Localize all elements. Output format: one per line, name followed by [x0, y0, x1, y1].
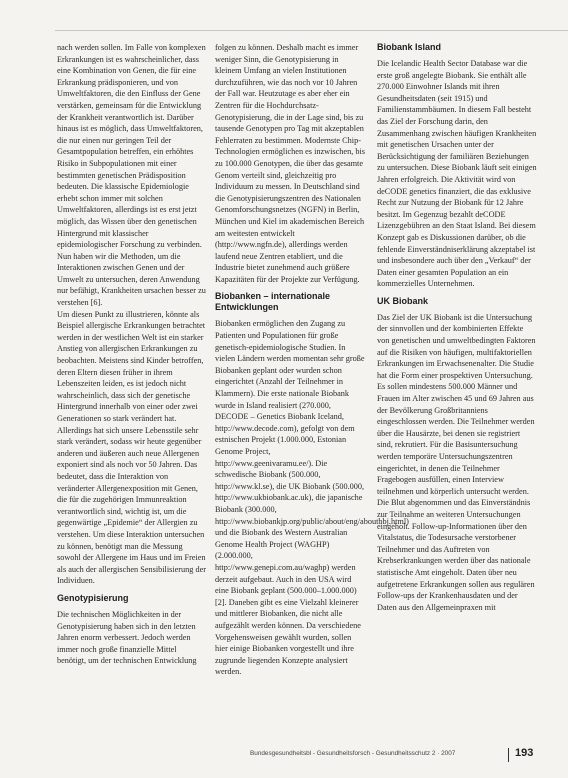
section-heading: Biobanken – internationale Entwicklungen: [215, 291, 331, 313]
paragraph: Das Ziel der UK Biobank ist die Untersuchung der sinnvollen und der kombinierten Effekte von genetischen und umweltbedingten Faktoren auf die Risiken von häufigen, multifaktoriellen Erkrankungen im Erwachsenenalter. Die Studie hat die Form einer prospektiven Untersuchung. Es sollen mindestens 500.000 Männer und Frauen im Alter zwischen 45 und 69 Jahren aus der Bevölkerung Großbritanniens eingeschlossen werden. Die Teilnehmer werden über die Hausärzte, bei denen sie registriert sind, rekrutiert. Für die Basisuntersuchung werden temporäre Untersuchungszentren eingerichtet, in denen die Teilnehmer Fragebogen ausfüllen, einen Interview teilnehmen und körperlich untersucht werden. Die Blut abgenommen und das Einverständnis zur Teilnahme an weiteren Untersuchungen eingeholt. Follow-up-Informationen über den Vitalstatus, die Todesursache verstorbener Teilnehmer und das Auftreten von Krebserkrankungen werden über das nationale statistische Amt eingeholt. Daten über neu aufgetretene Erkrankungen sollen aus regulären Follow-ups der Krankenhausdaten und der Daten aus den Allgemeinpraxen mit: [377, 312, 536, 612]
column-3: [377, 42, 537, 613]
paragraph: folgen zu können. Deshalb macht es immer weniger Sinn, die Genotypisierung in kleinem Umfang an vielen Institutionen durchzuführen, wie das noch vor 10 Jahren der Fall war. Heutzutage es aber eher ein Zentren für die Hochdurchsatz-Genotypisierung, die in der Lage sind, bis zu tausende Genotypen pro Tag mit akzeptablen Fehlerraten zu bestimmen. Modernste Chip-Technologien ermöglichen es inzwischen, bis zu 100.000 Genotypen, die über das gesamte Genom verteilt sind, gleichzeitig pro Individuum zu messen. In Deutschland sind die Genotypisierungszentren des Nationalen Genomforschungsnetzes (NGFN) in Berlin, München und Kiel im akademischen Bereich am weitesten entwickelt (http://www.ngfn.de), allerdings werden laufend neue Zentren etabliert, und die Industrie bietet zunehmend auch größere Kapazitäten für der Projekte zur Verfügung.: [215, 43, 365, 284]
journal-citation: Bundesgesundheitsbl - Gesundheitsforsch - Gesundheitsschutz 2 · 2007: [250, 750, 456, 757]
paragraph: Die Icelandic Health Sector Database war die erste groß angelegte Biobank. Sie enthält alle 270.000 Einwohner Islands mit ihren Gesundheitsdaten (seit 1915) und Familienstammbäumen. In diesem Fall besteht das Ziel der Forschung darin, den Zusammenhang zwischen häufigen Krankheiten mit genetischen Ursachen unter der Berücksichtigung der familiären Beziehungen zu untersuchen. Diese Biobank läuft seit einigen Jahren erfolgreich. Die Aktivität wird von deCODE genetics finanziert, die das exklusive Recht zur Nutzung der Biobank für 12 Jahre besitzt. Im Gegenzug bezahlt deCODE Lizenzgebühren an den Staat Island. Bei diesem Konzept gab es Diskussionen darüber, ob die fehlende Einverständniserklärung akzeptabel ist und insbesondere auch über den „Verkauf“ der Daten einer gesamten Population an ein kommerzielles Unternehmen.: [377, 59, 537, 289]
paragraph: Die technischen Möglichkeiten in der Genotypisierung haben sich in den letzten Jahren enorm verbessert. Jedoch werden immer noch große finanzielle Mittel benötigt, um der technischen Entwicklung: [57, 609, 197, 666]
page-number: 193: [515, 747, 534, 759]
column-2: [215, 42, 409, 678]
header-rule: [55, 30, 568, 31]
paragraph: Um diesen Punkt zu illustrieren, könnte als Beispiel allergische Erkrankungen betrachtet werden in der westlichen Welt ist ein starker Anstieg von allergischen Erkrankungen zu beobachten. Meistens sind Kinder betroffen, deren Eltern diesen früher in ihrem Lebenszeiten leiden, es ist jedoch nicht wahrscheinlich, dass sich der genetische Hintergrund innerhalb von einer oder zwei Generationen so stark verändert hat. Allerdings hat sich unsere Lebensstile sehr stark verändert, sodass wir heute gegenüber anderen und äußeren auch neue Allergenen exponiert sind als noch vor 50 Jahren. Das bedeutet, dass die Interaktion von veränderter Allergenexposition mit Genen, die für die zugehörigen Immunreaktion verantwortlich sind, wichtig ist, um die gegenwärtige „Epidemie“ der Allergien zu verstehen. Um diese Interaktion untersuchen zu können, benötigt man die Messung sowohl der Allergene im Haus und im Freien als auch der allergischen Sensibilisierung der Individuen.: [57, 309, 206, 586]
section-heading: Genotypisierung: [57, 592, 129, 603]
footer-divider: [508, 748, 509, 762]
paragraph: Biobanken ermöglichen den Zugang zu Patienten und Populationen für große genetisch-epidemiologische Studien. In vielen Ländern werden momentan sehr große Biobanken geplant oder wurden schon eingerichtet (Anzahl der Teilnehmer in Klammern). Die erste nationale Biobank wurde in Island realisiert (270.000, DECODE – Genetics Biobank Iceland, http://www.decode.com), gefolgt von dem estnischen Projekt (1.000.000, Estonian Genome Project, http://www.geenivaramu.ee/). Die schwedische Biobank (500.000, http://www.kl.se), die UK Biobank (500.000, http://www.ukbiobank.ac.uk), die japanische Biobank (300.000, http://www.biobankjp.org/public/about/eng/aboutbbj.html) und die Biobank des Western Australian Genome Health Project (WAGHP) (2.000.000, http://www.genepi.com.au/waghp) werden derzeit aufgebaut. Auch in den USA wird eine Biobank geplant (500.000–1.000.000) [2]. Daneben gibt es eine Vielzahl kleinerer und mittlerer Biobanken, die nicht alle aufgezählt werden können. Da verschiedene Vorgehensweisen gewählt wurden, sollen hier einige Biobanken vorgestellt und ihre zugrunde liegenden Konzepte analysiert werden.: [215, 319, 409, 677]
section-heading: UK Biobank: [377, 295, 429, 306]
section-heading: Biobank Island: [377, 42, 442, 52]
column-1: [57, 42, 207, 667]
paragraph: nach werden sollen. Im Falle von komplexen Erkrankungen ist es wahrscheinlicher, dass eine Kombination von Genen, die für eine Erkrankung prädisponieren, und von Umweltfaktoren, die den Einfluss der Gene verstärken, gemeinsam für die Entwicklung der Krankheit verantwortlich ist. Darüber hinaus ist es möglich, dass Umweltfaktoren, die nur einen nur geringen Teil der Gesamtpopulation betreffen, ein erhöhtes Risiko in Subpopulationen mit einer bestimmten genetischen Prädisposition bedeuten. Die klassische Epidemiologie erhebt schon immer mit solchen Umweltfaktoren, allerdings ist es erst jetzt möglich, das Wissen über den genetischen Hintergrund mit klassischer epidemiologischer Forschung zu verbinden. Nun haben wir die Methoden, um die Interaktionen zwischen Genen und der Umwelt zu untersuchen, deren Anwendung nur befähigt, Krankheiten ursachen besser zu verstehen [6].: [57, 43, 206, 308]
page-footer: [250, 748, 550, 762]
